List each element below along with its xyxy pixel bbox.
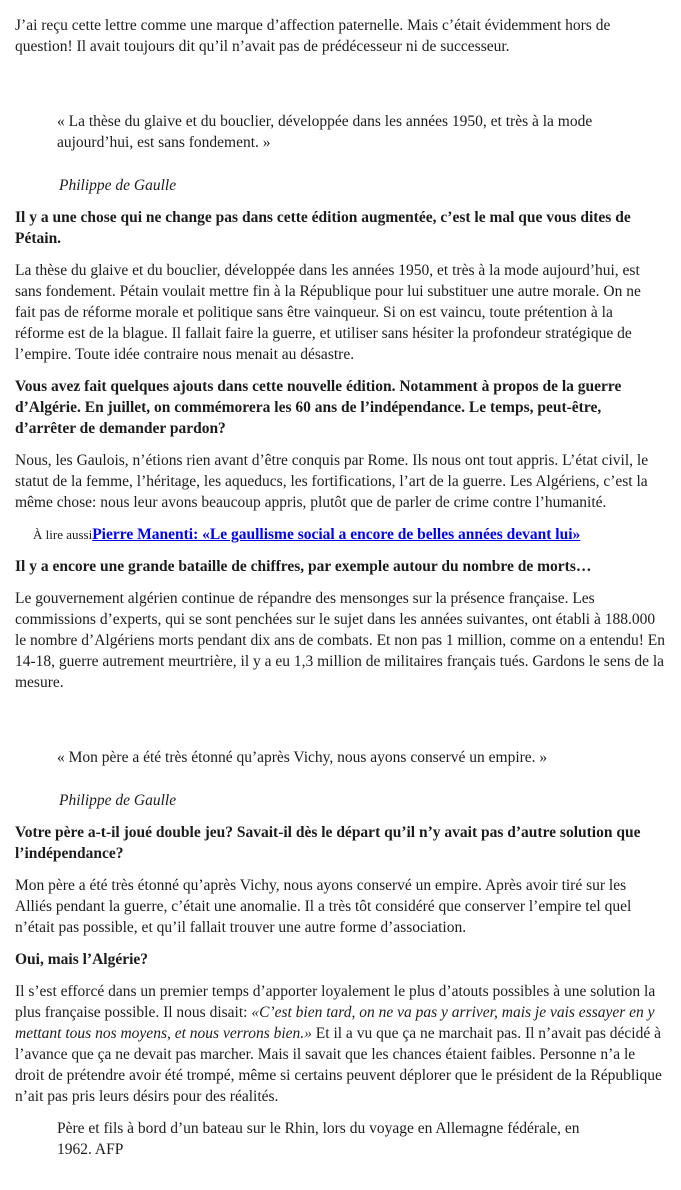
interview-question-1: Il y a une chose qui ne change pas dans cette édition augmentée, c’est le mal que vous dites de Pétain. (15, 209, 631, 247)
read-also-block (15, 524, 665, 545)
photo-caption: Père et fils à bord d’un bateau sur le Rhin, lors du voyage en Allemagne fédérale, en 1962. AFP (57, 1120, 580, 1158)
interview-question-3: Il y a encore une grande bataille de chiffres, par exemple autour du nombre de morts… (15, 558, 592, 575)
answer-paragraph-1: La thèse du glaive et du bouclier, développée dans les années 1950, et très à la mode aujourd’hui, est sans fondement. Pétain voulait mettre fin à la République pour lui substituer une autre morale. On ne fait pas de réforme morale et politique sans être vainqueur. Si on est vaincu, toute prétention à la réforme est de la blague. Il fallait faire la guerre, et utiliser sans hésiter la profondeur stratégique de l’empire. Toute idée contraire nous menait au désastre. (15, 262, 641, 363)
answer-text-lead: Il s’est efforcé dans un premier temps d’apporter loyalement le plus d’atouts possibles à une solution la plus française possible. Il nous disait: (15, 983, 656, 1021)
interview-question-2: Vous avez fait quelques ajouts dans cette nouvelle édition. Notamment à propos de la guerre d’Algérie. En juillet, on commémorera les 60 ans de l’indépendance. Le temps, peut-être, d’arrêter de demander pardon? (15, 378, 622, 437)
intro-paragraph: J’ai reçu cette lettre comme une marque d’affection paternelle. Mais c’était évidemment hors de question! Il avait toujours dit qu’il n’avait pas de prédécesseur ni de successeur. (15, 17, 611, 55)
inline-quote: «C’est bien tard, on ne va pas y arriver, mais je vais essayer en y mettant tous nos moyens, et nous verrons bien.» (15, 1004, 655, 1042)
answer-paragraph-2: Nous, les Gaulois, n’étions rien avant d’être conquis par Rome. Ils nous ont tout appris. L’état civil, le statut de la femme, l’héritage, les aqueducs, les fortifications, l’art de la guerre. Les Algériens, c’est la même chose: nous leur avons beaucoup appris, plutôt que de parler de crime contre l’humanité. (15, 452, 649, 511)
answer-paragraph-4: Mon père a été très étonné qu’après Vichy, nous ayons conservé un empire. Après avoir tiré sur les Alliés pendant la guerre, c’était une anomalie. Il a très tôt considéré que conserver l’empire tel quel n’était pas possible, et qu’il fallait trouver une autre forme d’association. (15, 877, 632, 936)
pull-quote-1-attribution: Philippe de Gaulle (59, 177, 177, 194)
pull-quote-1: « La thèse du glaive et du bouclier, développée dans les années 1950, et très à la mode aujourd’hui, est sans fondement. » (57, 113, 593, 151)
read-also-link[interactable]: Pierre Manenti: «Le gaullisme social a encore de belles années devant lui» (92, 526, 581, 543)
interview-question-5: Oui, mais l’Algérie? (15, 951, 149, 968)
answer-paragraph-5 (15, 981, 665, 1107)
interview-question-4: Votre père a-t-il joué double jeu? Savait-il dès le départ qu’il n’y avait pas d’autre solution que l’indépendance? (15, 824, 641, 862)
pull-quote-2: « Mon père a été très étonné qu’après Vichy, nous ayons conservé un empire. » (57, 749, 548, 766)
answer-paragraph-3: Le gouvernement algérien continue de répandre des mensonges sur la présence française. Les commissions d’experts, qui se sont penchées sur le sujet dans les années suivantes, ont établi à 188.000 le nombre d’Algériens morts pendant dix ans de combats. Et non pas 1 million, comme on a entendu! En 14-18, guerre autrement meurtrière, il y a eu 1,3 million de militaires français tués. Gardons le sens de la mesure. (15, 590, 665, 691)
pull-quote-2-attribution: Philippe de Gaulle (59, 792, 177, 809)
answer-text-tail: Et il a vu que ça ne marchait pas. Il n’avait pas décidé à l’avance que ça ne devait pas marcher. Mais il savait que les chances étaient faibles. Personne n’a le droit de prétendre avoir été trompé, même si certains peuvent déplorer que le président de la République n’ait pas pris leurs désirs pour des réalités. (15, 1025, 662, 1105)
read-also-label: À lire aussi (33, 527, 93, 542)
